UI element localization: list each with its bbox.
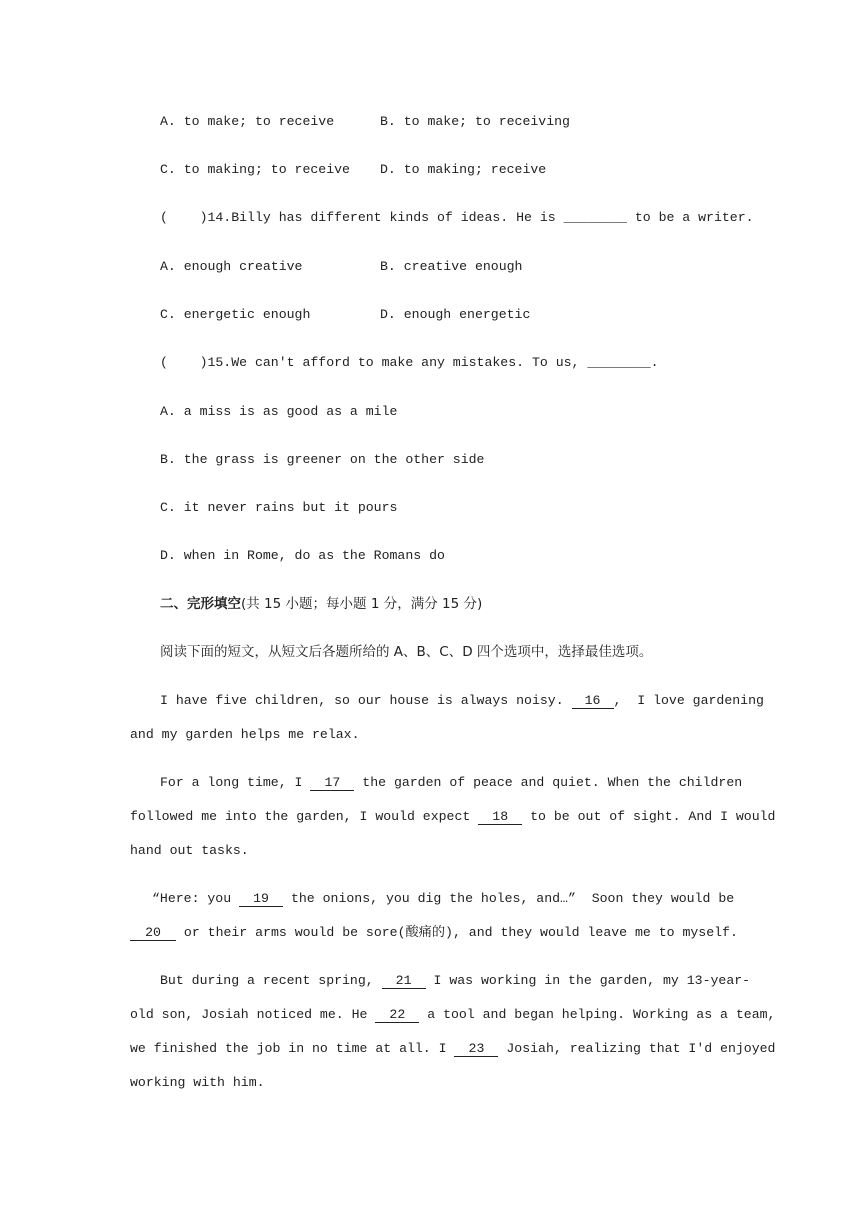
text-run: we finished the job in no time at all. I (130, 1041, 455, 1056)
blank-20: 20 (130, 925, 176, 941)
passage-line (130, 808, 775, 826)
text-run: I have five children, so our house is always noisy. (160, 693, 572, 708)
passage-line (130, 1006, 775, 1024)
text-run: , I love gardening (613, 693, 764, 708)
passage-line: working with him. (130, 1075, 265, 1090)
passage-line (160, 692, 764, 710)
passage-line: hand out tasks. (130, 843, 249, 858)
section-heading (160, 595, 482, 614)
text-run: a tool and began helping. Working as a team, (419, 1007, 776, 1022)
section-title: 二、完形填空 (160, 596, 241, 612)
q15-stem: ( )15.We can't afford to make any mistakes. To us, ________. (160, 355, 659, 370)
q14-option-d: D. enough energetic (380, 307, 531, 322)
section-note: (共 15 小题；每小题 1 分，满分 15 分) (241, 596, 483, 612)
q14-option-a: A. enough creative (160, 259, 303, 274)
passage-line (160, 972, 750, 990)
q15-option-c: C. it never rains but it pours (160, 500, 398, 515)
text-run: followed me into the garden, I would expect (130, 809, 479, 824)
q15-option-b: B. the grass is greener on the other side (160, 452, 485, 467)
text-run: or their arms would be sore(酸痛的), and they would leave me to myself. (176, 925, 738, 940)
q15-option-a: A. a miss is as good as a mile (160, 404, 398, 419)
q13-option-a: A. to make; to receive (160, 114, 335, 129)
text-run: I was working in the garden, my 13-year- (425, 973, 751, 988)
passage-line: and my garden helps me relax. (130, 727, 360, 742)
text-run: the onions, you dig the holes, and…” Soon they would be (283, 891, 735, 906)
blank-18: 18 (478, 809, 522, 825)
q13-option-c: C. to making; to receive (160, 162, 350, 177)
blank-16: 16 (572, 693, 614, 709)
text-run: “Here: you (152, 891, 240, 906)
passage-line (152, 890, 734, 908)
q13-option-b: B. to make; to receiving (380, 114, 570, 129)
section-instruction: 阅读下面的短文，从短文后各题所给的 A、B、C、D 四个选项中，选择最佳选项。 (160, 644, 653, 660)
blank-19: 19 (239, 891, 283, 907)
blank-21: 21 (382, 973, 426, 989)
q15-option-d: D. when in Rome, do as the Romans do (160, 548, 445, 563)
passage-line (130, 1040, 775, 1058)
q14-stem: ( )14.Billy has different kinds of ideas. He is ________ to be a writer. (160, 210, 754, 225)
q14-option-b: B. creative enough (380, 259, 523, 274)
text-run: Josiah, realizing that I'd enjoyed (498, 1041, 776, 1056)
q14-option-c: C. energetic enough (160, 307, 311, 322)
q13-option-d: D. to making; receive (380, 162, 547, 177)
blank-23: 23 (454, 1041, 498, 1057)
passage-line (160, 774, 742, 792)
text-run: the garden of peace and quiet. When the children (354, 775, 743, 790)
blank-17: 17 (310, 775, 354, 791)
blank-22: 22 (375, 1007, 419, 1023)
text-run: old son, Josiah noticed me. He (130, 1007, 376, 1022)
text-run: For a long time, I (160, 775, 311, 790)
text-run: to be out of sight. And I would (522, 809, 776, 824)
passage-line (130, 924, 738, 942)
text-run: But during a recent spring, (160, 973, 382, 988)
